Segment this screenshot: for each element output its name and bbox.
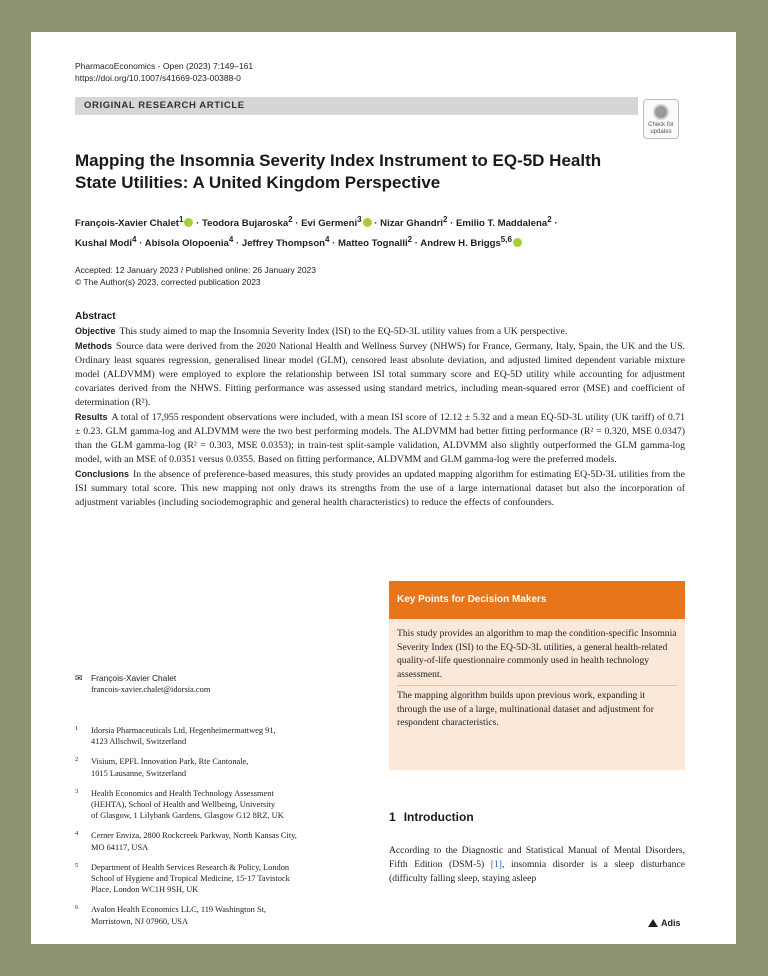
affiliation-3: 3 Health Economics and Health Technology Assessment (HEHTA), School of Health and Wellbeing, University of Glasgow, 1 Lilybank Gardens, Glasgow G12 8RZ, UK xyxy=(75,787,284,821)
envelope-icon: ✉ xyxy=(75,673,83,683)
adis-logo-icon xyxy=(648,919,658,927)
author-name[interactable]: François-Xavier Chalet xyxy=(75,218,179,230)
author-list xyxy=(75,212,675,252)
author-name[interactable]: Teodora Bujaroska xyxy=(201,218,289,230)
correspondence-name: François-Xavier Chalet xyxy=(91,673,177,683)
publication-dates: Accepted: 12 January 2023 / Published online: 26 January 2023 © The Author(s) 2023, corrected publication 2023 xyxy=(75,265,317,287)
author-name[interactable]: Andrew H. Briggs xyxy=(420,238,501,250)
author-name[interactable]: Evi Germeni xyxy=(301,218,358,230)
introduction-heading: 1 Introduction xyxy=(389,810,474,824)
affiliation-2: 2 Visium, EPFL Innovation Park, Rte Cantonale, 1015 Lausanne, Switzerland xyxy=(75,756,249,778)
correspondence xyxy=(75,672,355,696)
key-point-1: This study provides an algorithm to map the condition-specific Insomnia Severity Index (ISI) to the EQ-5D-3L utilities, a general health-related quality-of-life questionnaire commonly used in health technology assessment. xyxy=(397,627,677,686)
introduction-text: According to the Diagnostic and Statistical Manual of Mental Disorders, Fifth Edition (DSM-5) [1], insomnia disorder is a sleep disturbance (difficulty falling sleep, staying asleep xyxy=(389,845,685,884)
abstract-conclusions: Conclusions In the absence of preference-based measures, this study provides an updated mapping algorithm for estimating EQ-5D-3L utilities from the ISI summary total score. This new mapping not only draws its strengths from the use of a large international dataset but also the incorporation of adjustment variables (including sociodemographic and general health characteristics) to reduce the effects of confounders. xyxy=(75,469,685,508)
author-name[interactable]: Matteo Tognalli xyxy=(338,238,408,250)
abstract-results: Results A total of 17,955 respondent observations were included, with a mean ISI score of 12.12 ± 5.32 and a mean EQ-5D-3L utility (UK tariff) of 0.71 ± 0.23. GLM gamma-log and ALDVMM were the two best performing models. The ALDVMM had better fitting performance (R² = 0.320, MSE 0.0347) than the GLM gamma-log (R² = 0.303, MSE 0.0353); in train-test split-sample validation, ALDVMM also slightly outperformed the GLM gamma-log model, with an MSE of 0.0351 versus 0.0355. Based on fitting performance, ALDVMM and GLM gamma-log were the preferred models. xyxy=(75,412,685,465)
affiliation-4: 4 Cerner Enviza, 2800 Rockcreek Parkway, North Kansas City, MO 64117, USA xyxy=(75,830,297,852)
journal-header xyxy=(75,60,253,84)
publisher-logo: Adis xyxy=(648,918,681,928)
abstract-heading: Abstract xyxy=(75,311,116,322)
orcid-icon[interactable] xyxy=(513,238,522,247)
abstract-methods: Methods Source data were derived from the 2020 National Health and Wellness Survey (NHWS) for France, Germany, Italy, Spain, the UK and the US. Ordinary least squares regression, generalised linear model (GLM), censored least absolute deviation, and adjusted limited dependent variable mixture model (ALDVMM) were employed to explore the relationship between ISI total summary score and EQ-5D utility while accounting for adjustment covariates derived from the NHWS. Fitting performance was assessed using standard metrics, including mean-squared error (MSE) and coefficient of determination (R²). xyxy=(75,341,685,408)
check-for-updates-badge[interactable]: Check for updates xyxy=(643,99,679,139)
author-line-2: Kushal Modi$^4$ · Abisola Olopoenia$^4$ · Jeffrey Thompson$^4$ · Matteo Tognalli$^2$ · Andrew H. Briggs$^{5,6}$ xyxy=(75,232,675,252)
author-name[interactable]: Emilio T. Maddalena xyxy=(456,218,548,230)
author-name[interactable]: Kushal Modi xyxy=(75,238,133,250)
author-line-1: François-Xavier Chalet$^1$ · Teodora Bujaroska$^2$ · Evi Germeni$^3$ · Nizar Ghandri$^2$ · Emilio T. Maddalena$^2$ · xyxy=(75,215,558,230)
key-points-heading: Key Points for Decision Makers xyxy=(389,581,685,619)
article-title: Mapping the Insomnia Severity Index Instrument to EQ-5D Health State Utilities: A United Kingdom Perspective xyxy=(75,151,602,192)
affiliation-6: 6 Avalon Health Economics LLC, 119 Washington St, Morristown, NJ 07960, USA xyxy=(75,904,267,926)
author-name[interactable]: Nizar Ghandri xyxy=(380,218,444,230)
key-points-box xyxy=(389,619,685,770)
abstract-body xyxy=(75,324,685,510)
orcid-icon[interactable] xyxy=(184,218,193,227)
orcid-icon[interactable] xyxy=(363,218,372,227)
correspondence-email[interactable]: francois-xavier.chalet@idorsia.com xyxy=(91,685,211,694)
author-name[interactable]: Abisola Olopoenia xyxy=(144,238,229,250)
citation-link[interactable]: [1] xyxy=(490,859,502,870)
affiliations xyxy=(75,725,355,936)
journal-doi[interactable]: https://doi.org/10.1007/s41669-023-00388-0 xyxy=(75,73,241,83)
abstract-objective: Objective This study aimed to map the Insomnia Severity Index (ISI) to the EQ-5D-3L utility values from a UK perspective. xyxy=(75,326,568,337)
author-name[interactable]: Jeffrey Thompson xyxy=(241,238,326,250)
affiliation-5: 5 Department of Health Services Research & Policy, London School of Hygiene and Tropical Medicine, 15-17 Tavistock Place, London WC1H 9SH, UK xyxy=(75,861,290,895)
affiliation-1: 1 Idorsia Pharmaceuticals Ltd, Hegenheimermattweg 91, 4123 Allschwil, Switzerland xyxy=(75,725,276,747)
key-point-2: The mapping algorithm builds upon previous work, expanding it through the use of a large, multinational dataset and adjustment for respondent characteristics. xyxy=(397,690,654,728)
article-type-banner: ORIGINAL RESEARCH ARTICLE xyxy=(75,97,638,115)
journal-citation: PharmacoEconomics - Open (2023) 7:149–161 xyxy=(75,61,254,71)
crossmark-icon xyxy=(653,104,669,120)
article-page xyxy=(31,32,736,944)
